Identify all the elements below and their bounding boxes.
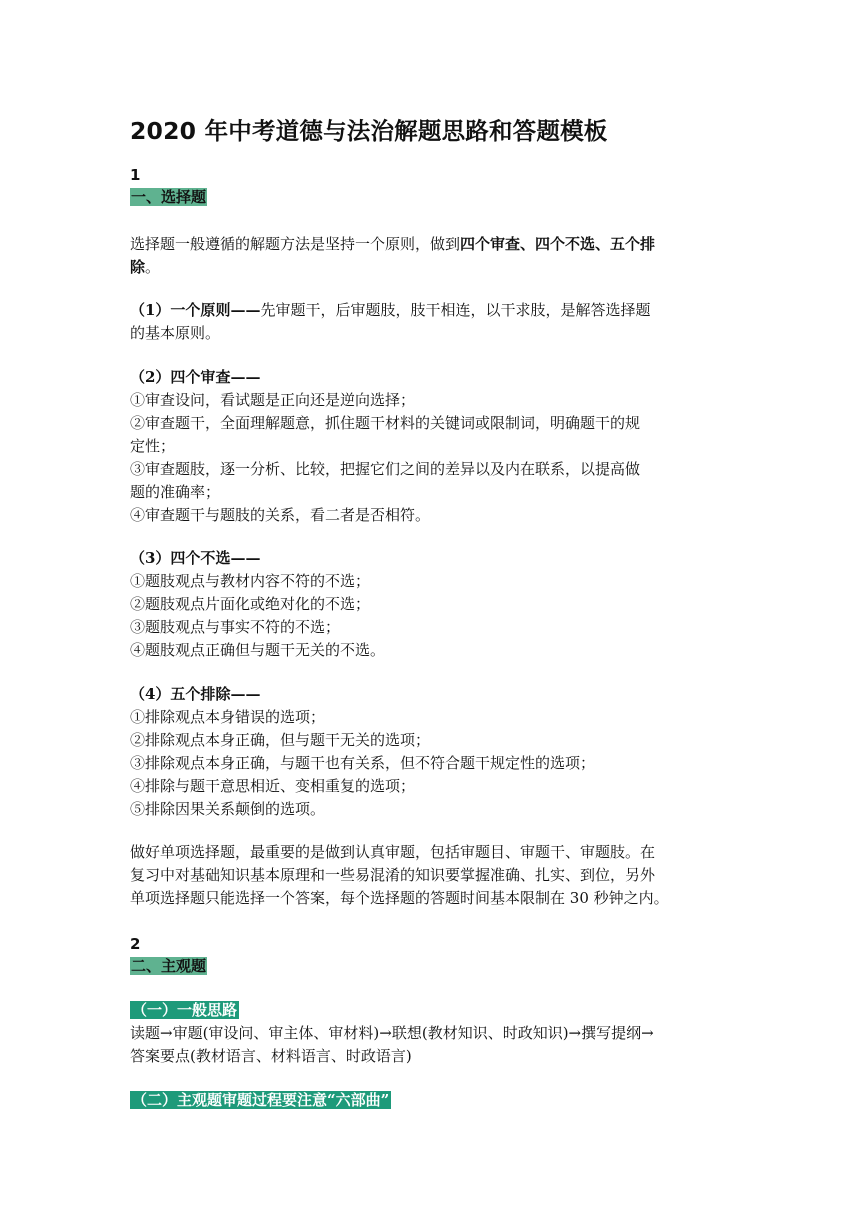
summary-paragraph: 做好单项选择题，最重要的是做到认真审题，包括审题目、审题干、审题肢。在 [130, 843, 656, 861]
subsection-heading: （2）四个审查—— [130, 368, 261, 386]
intro-paragraph: 选择题一般遵循的解题方法是坚持一个原则，做到四个审查、四个不选、五个排 [130, 235, 656, 253]
list-item: ③排除观点本身正确，与题干也有关系，但不符合题干规定性的选项； [130, 754, 596, 772]
list-item: ①审查设问，看试题是正向还是逆向选择； [130, 391, 416, 409]
list-item: ④排除与题干意思相近、变相重复的选项； [130, 777, 416, 795]
list-item: ②题肢观点片面化或绝对化的不选； [130, 595, 371, 613]
section-number: 1 [130, 166, 141, 184]
paragraph-line: 读题→审题(审设问、审主体、审材料)→联想(教材知识、时政知识)→撰写提纲→ [130, 1024, 654, 1042]
section-heading: 一、选择题 [131, 188, 207, 206]
subsection-heading: （4）五个排除—— [130, 685, 261, 703]
subsection-heading: （一）一般思路 [132, 1001, 238, 1019]
list-item: ③审查题肢，逐一分析、比较，把握它们之间的差异以及内在联系，以提高做 [130, 460, 641, 478]
section-number: 2 [130, 935, 141, 953]
principle-paragraph: （1）一个原则——先审题干，后审题肢，肢干相连，以干求肢，是解答选择题 [130, 301, 651, 319]
subsection-heading: （3）四个不选—— [130, 549, 261, 567]
list-item: ②排除观点本身正确，但与题干无关的选项； [130, 731, 431, 749]
list-item: ⑤排除因果关系颠倒的选项。 [130, 800, 326, 818]
list-item: ②审查题干，全面理解题意，抓住题干材料的关键词或限制词，明确题干的规 [130, 414, 641, 432]
list-item: ①题肢观点与教材内容不符的不选； [130, 572, 371, 590]
list-item: ③题肢观点与事实不符的不选； [130, 618, 341, 636]
list-item: ④审查题干与题肢的关系，看二者是否相符。 [130, 506, 431, 524]
subsection-heading: （二）主观题审题过程要注意“六部曲” [132, 1091, 390, 1109]
section-heading: 二、主观题 [131, 957, 207, 975]
list-item: ①排除观点本身错误的选项； [130, 708, 326, 726]
list-item: ④题肢观点正确但与题干无关的不选。 [130, 641, 386, 659]
document-title: 2020 年中考道德与法治解题思路和答题模板 [130, 117, 608, 145]
